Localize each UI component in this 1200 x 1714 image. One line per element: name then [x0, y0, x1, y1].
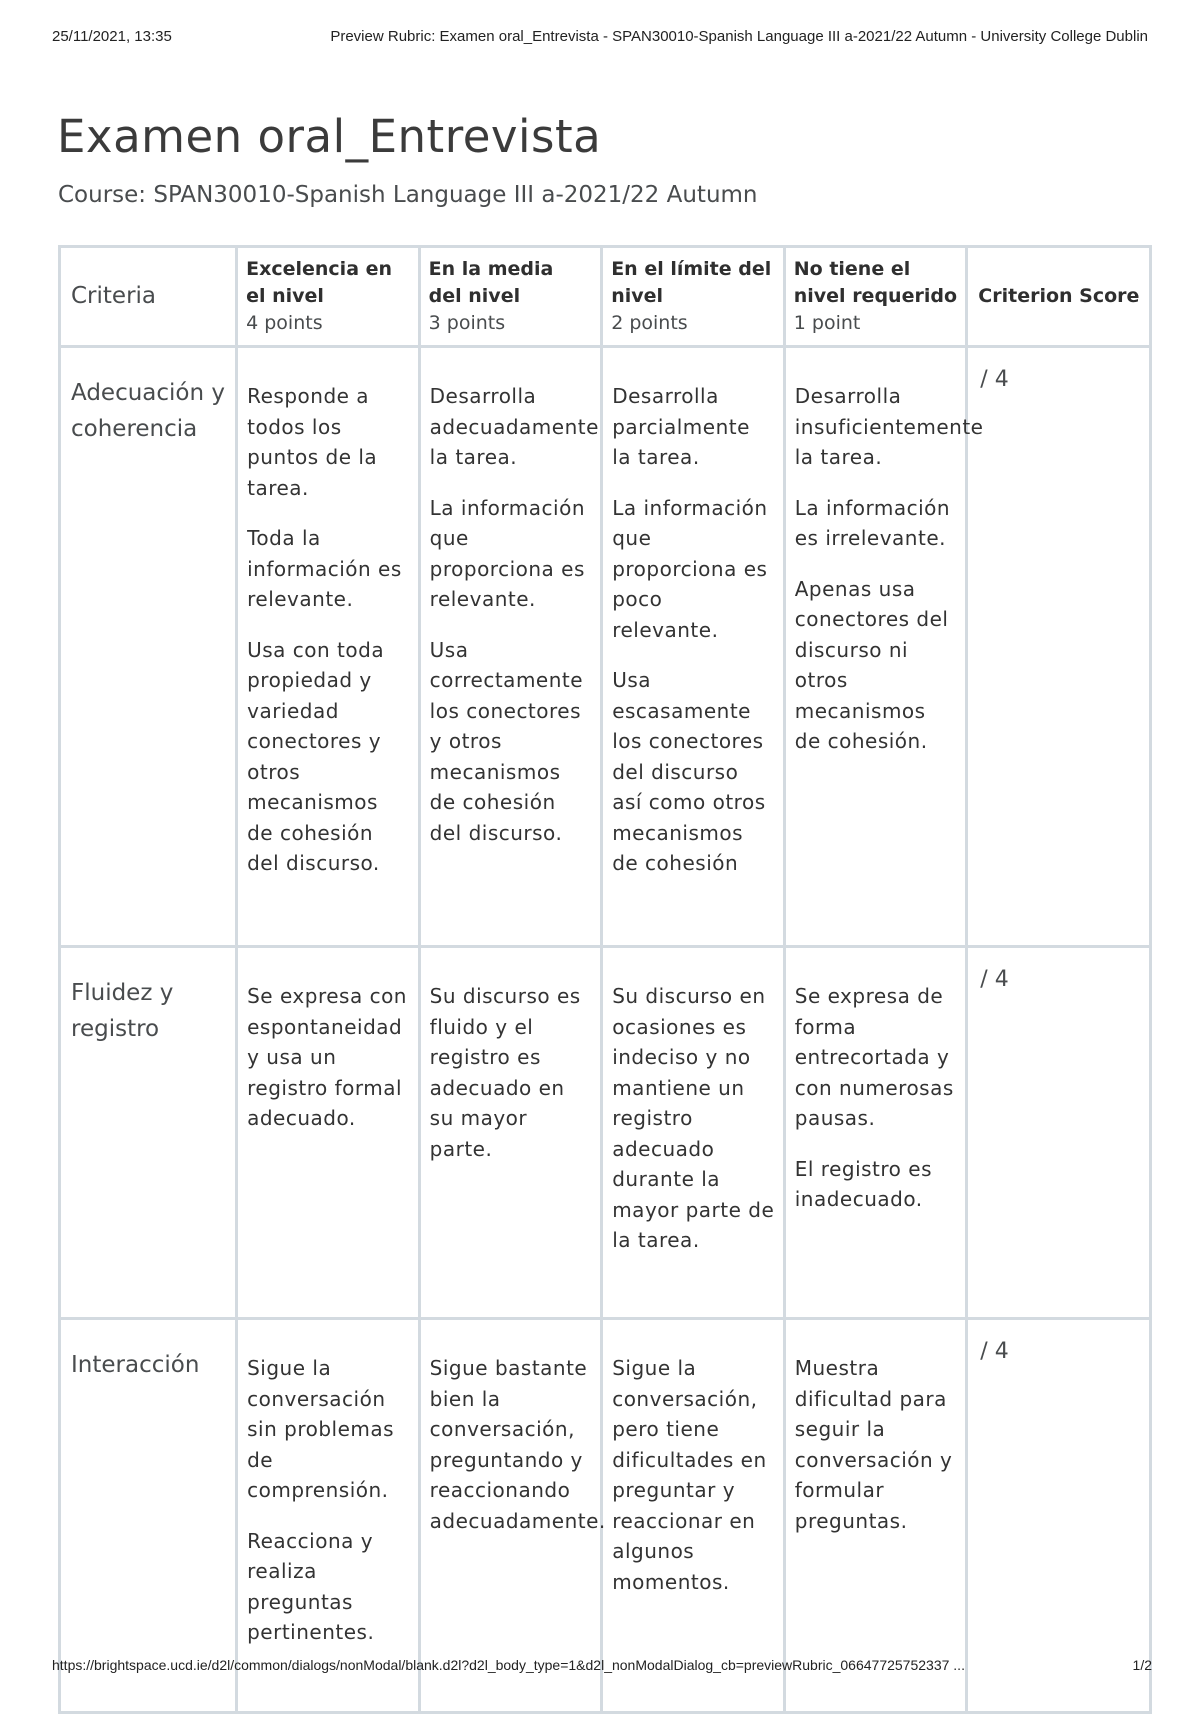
- level-name: No tiene el nivel requerido: [793, 258, 957, 307]
- description-paragraph: Su discurso es fluido y el registro es adecuado en su mayor parte.: [429, 984, 581, 1161]
- description-paragraph: El registro es inadecuado.: [794, 1156, 933, 1211]
- criterion-score: / 4: [967, 1319, 1151, 1713]
- description-paragraph: Usa escasamente los conectores del discurso así como otros mecanismos de cohesión: [612, 668, 766, 875]
- level-header: [602, 247, 785, 347]
- level-header: [784, 247, 967, 347]
- description-paragraph: Desarrolla adecuadamente la tarea.: [429, 384, 599, 469]
- level-points: 1 point: [793, 312, 861, 334]
- criterion-score-header: Criterion Score: [967, 247, 1151, 347]
- rubric-header-row: [60, 247, 1151, 347]
- level-description: [784, 347, 984, 947]
- criteria-header: Criteria: [60, 247, 237, 347]
- level-description: [419, 1319, 606, 1713]
- description-paragraph: Se expresa de forma entrecortada y con numerosas pausas.: [794, 984, 954, 1130]
- criterion-name: Fluidez y registro: [60, 947, 237, 1319]
- level-header: [419, 247, 602, 347]
- level-description: [419, 947, 602, 1319]
- print-url: https://brightspace.ucd.ie/d2l/common/dialogs/nonModal/blank.d2l?d2l_body_type=1&d2l_nonModalDialog_cb=previewRubric_06647725752337 ...: [52, 1657, 965, 1673]
- rubric-table: [58, 245, 1152, 1714]
- description-paragraph: Toda la información es relevante.: [247, 526, 402, 611]
- description-paragraph: Desarrolla parcialmente la tarea.: [612, 384, 750, 469]
- level-name: En el límite del nivel: [611, 258, 772, 307]
- criterion-row: [60, 1319, 1151, 1713]
- description-paragraph: Su discurso en ocasiones es indeciso y no mantiene un registro adecuado durante la mayor parte de la tarea.: [612, 984, 775, 1252]
- criterion-row: [60, 347, 1151, 947]
- description-paragraph: Usa con toda propiedad y variedad conectores y otros mecanismos de cohesión del discurso.: [247, 637, 385, 875]
- level-description: [419, 347, 602, 947]
- description-paragraph: Sigue bastante bien la conversación, preguntando y reaccionando adecuadamente.: [429, 1356, 606, 1533]
- level-description: [602, 1319, 785, 1713]
- level-description: [237, 947, 420, 1319]
- description-paragraph: Desarrolla insuficientemente la tarea.: [794, 384, 984, 469]
- description-paragraph: Reacciona y realiza preguntas pertinentes.: [247, 1528, 375, 1644]
- level-description: [602, 947, 785, 1319]
- level-points: 2 points: [611, 312, 688, 334]
- criterion-score: / 4: [967, 347, 1151, 947]
- criterion-name: Adecuación y coherencia: [60, 347, 237, 947]
- print-footer: [52, 1657, 1152, 1673]
- print-header: [52, 28, 1148, 45]
- description-paragraph: Apenas usa conectores del discurso ni otros mecanismos de cohesión.: [794, 576, 949, 753]
- description-paragraph: Se expresa con espontaneidad y usa un registro formal adecuado.: [247, 984, 407, 1130]
- criterion-score: / 4: [967, 947, 1151, 1319]
- page-title: Examen oral_Entrevista: [57, 110, 602, 163]
- description-paragraph: Usa correctamente los conectores y otros mecanismos de cohesión del discurso.: [429, 637, 584, 845]
- criterion-name: Interacción: [60, 1319, 237, 1713]
- description-paragraph: La información es irrelevante.: [794, 495, 951, 550]
- description-paragraph: La información que proporciona es poco relevante.: [612, 495, 768, 642]
- description-paragraph: Sigue la conversación, pero tiene dificultades en preguntar y reaccionar en algunos momentos.: [612, 1356, 767, 1594]
- level-description: [784, 1319, 967, 1713]
- print-datetime: 25/11/2021, 13:35: [52, 28, 172, 45]
- course-subtitle: Course: SPAN30010-Spanish Language III a-2021/22 Autumn: [58, 182, 758, 208]
- level-header: [237, 247, 420, 347]
- level-description: [237, 347, 420, 947]
- level-points: 3 points: [428, 312, 506, 334]
- level-description: [784, 947, 967, 1319]
- description-paragraph: La información que proporciona es relevante.: [429, 495, 585, 611]
- description-paragraph: Muestra dificultad para seguir la conversación y formular preguntas.: [794, 1356, 953, 1533]
- description-paragraph: Sigue la conversación sin problemas de comprensión.: [247, 1356, 395, 1502]
- level-name: Excelencia en el nivel: [246, 258, 393, 307]
- criterion-row: [60, 947, 1151, 1319]
- level-name: En la media del nivel: [428, 258, 554, 307]
- level-description: [237, 1319, 420, 1713]
- print-page-title: Preview Rubric: Examen oral_Entrevista - SPAN30010-Spanish Language III a-2021/22 Autumn - University College Dublin: [330, 28, 1148, 45]
- print-page-number: 1/2: [1132, 1657, 1152, 1673]
- level-description: [602, 347, 785, 947]
- description-paragraph: Responde a todos los puntos de la tarea.: [247, 384, 378, 500]
- level-points: 4 points: [246, 312, 323, 334]
